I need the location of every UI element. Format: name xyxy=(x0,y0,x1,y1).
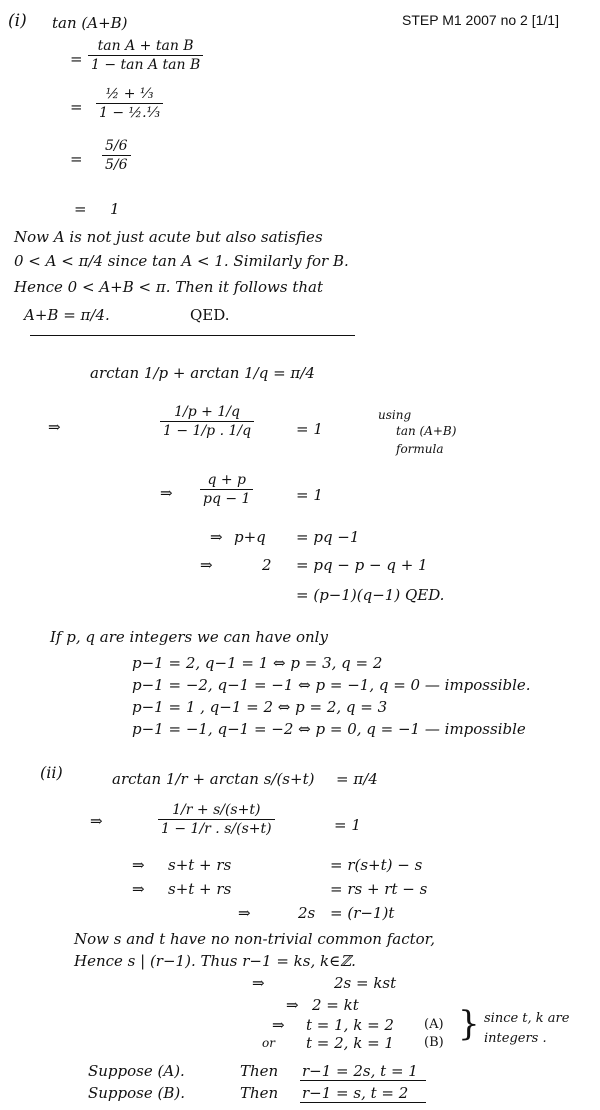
implies-arrow-icon: ⇒ xyxy=(90,812,103,830)
underline-b xyxy=(300,1102,426,1103)
equals-pq-minus-one: = pq −1 xyxy=(296,528,360,546)
part-i-label: (i) xyxy=(8,11,27,31)
note-line-2: 0 < A < π/4 since tan A < 1. Similarly for B. xyxy=(14,252,349,270)
two-s: 2s xyxy=(298,904,316,922)
section-divider xyxy=(30,335,355,336)
case-a-label: (A) xyxy=(424,1017,444,1032)
side-note-formula: formula xyxy=(396,442,444,456)
two-s-equals-kst: 2s = kst xyxy=(334,974,397,992)
case-2: p−1 = −2, q−1 = −1 ⇔ p = −1, q = 0 — impossible. xyxy=(132,676,531,694)
document-header: STEP M1 2007 no 2 [1/1] xyxy=(402,12,559,28)
since-note-2: integers . xyxy=(484,1031,547,1046)
since-note-1: since t, k are xyxy=(484,1011,570,1026)
then-b: Then xyxy=(240,1084,279,1102)
side-note-using: using xyxy=(378,408,412,422)
arctan-r-equation: arctan 1/r + arctan s/(s+t) xyxy=(112,770,315,788)
implies-arrow-icon: ⇒ xyxy=(286,996,299,1014)
equals-one: = 1 xyxy=(334,816,361,834)
result-one: 1 xyxy=(110,200,120,218)
case-1: p−1 = 2, q−1 = 1 ⇔ p = 3, q = 2 xyxy=(132,654,383,672)
tan-addition-fraction xyxy=(88,38,203,74)
equals-sign: = xyxy=(74,200,87,218)
suppose-b: Suppose (B). xyxy=(88,1084,186,1102)
implies-arrow-icon: ⇒ xyxy=(132,880,145,898)
fraction-numerator: q + p xyxy=(207,472,247,488)
equals-one: = 1 xyxy=(296,420,323,438)
fraction-denominator: 1 − 1/r . s/(s+t) xyxy=(158,819,275,838)
five-sixths-fraction xyxy=(102,138,131,174)
note-line-1: Now A is not just acute but also satisfies xyxy=(14,228,323,246)
rs-fraction xyxy=(158,802,275,838)
fraction-denominator: 1 − 1/p . 1/q xyxy=(160,421,254,440)
fraction-numerator: 1/p + 1/q xyxy=(174,404,240,420)
implies-arrow-icon: ⇒ xyxy=(132,856,145,874)
equals-r-minus-one-t: = (r−1)t xyxy=(330,904,395,922)
side-note-formula-name: tan (A+B) xyxy=(396,424,457,438)
implies-arrow-icon: ⇒ xyxy=(272,1016,285,1034)
equals-sign: = xyxy=(70,98,83,116)
qed-mark: QED. xyxy=(190,306,230,324)
equals-rs-plus-rt: = rs + rt − s xyxy=(330,880,428,898)
factorised-result: = (p−1)(q−1) QED. xyxy=(296,586,445,604)
fraction-numerator: ½ + ⅓ xyxy=(105,86,154,102)
two-equals-kt: 2 = kt xyxy=(312,996,359,1014)
case-4: p−1 = −1, q−1 = −2 ⇔ p = 0, q = −1 — impossible xyxy=(132,720,526,738)
implies-arrow-icon: ⇒ xyxy=(210,528,223,546)
equals-sign: = xyxy=(70,150,83,168)
result-a: r−1 = 2s, t = 1 xyxy=(302,1062,418,1080)
arctan-equation: arctan 1/p + arctan 1/q = π/4 xyxy=(90,364,315,382)
then-a: Then xyxy=(240,1062,279,1080)
fraction-denominator: 1 − tan A tan B xyxy=(88,55,203,74)
p-plus-q: p+q xyxy=(234,528,266,546)
q-plus-p-fraction xyxy=(200,472,253,508)
part-ii-label: (ii) xyxy=(40,763,63,782)
note-line-4: A+B = π/4. xyxy=(24,306,110,324)
right-brace-icon: } xyxy=(458,1004,480,1044)
integer-cases-intro: If p, q are integers we can have only xyxy=(50,628,328,646)
implies-arrow-icon: ⇒ xyxy=(48,418,61,436)
pq-fraction xyxy=(160,404,254,440)
fraction-numerator: tan A + tan B xyxy=(97,38,194,54)
equals-expanded: = pq − p − q + 1 xyxy=(296,556,428,574)
case-3: p−1 = 1 , q−1 = 2 ⇔ p = 2, q = 3 xyxy=(132,698,388,716)
implies-arrow-icon: ⇒ xyxy=(200,556,213,574)
fraction-denominator: 1 − ½.⅓ xyxy=(96,103,163,122)
equals-r-s-plus-t: = r(s+t) − s xyxy=(330,856,423,874)
s-plus-t-plus-rs: s+t + rs xyxy=(168,856,232,874)
fraction-numerator: 1/r + s/(s+t) xyxy=(172,802,261,818)
suppose-a: Suppose (A). xyxy=(88,1062,185,1080)
divisibility-note: Hence s | (r−1). Thus r−1 = ks, k∈ℤ. xyxy=(74,952,356,970)
implies-arrow-icon: ⇒ xyxy=(252,974,265,992)
fraction-denominator: 5/6 xyxy=(102,155,131,174)
equals-one: = 1 xyxy=(296,486,323,504)
two: 2 xyxy=(262,556,272,574)
case-b-label: (B) xyxy=(424,1035,444,1050)
fraction-denominator: pq − 1 xyxy=(200,489,253,508)
note-line-3: Hence 0 < A+B < π. Then it follows that xyxy=(14,278,323,296)
common-factor-note: Now s and t have no non-trivial common factor, xyxy=(74,930,435,948)
result-b: r−1 = s, t = 2 xyxy=(302,1084,409,1102)
s-plus-t-plus-rs: s+t + rs xyxy=(168,880,232,898)
half-third-fraction xyxy=(96,86,163,122)
fraction-numerator: 5/6 xyxy=(105,138,128,154)
tan-sum-expression: tan (A+B) xyxy=(52,14,128,32)
underline-a xyxy=(300,1080,426,1081)
implies-arrow-icon: ⇒ xyxy=(160,484,173,502)
case-a-values: t = 1, k = 2 xyxy=(306,1016,394,1034)
equals-sign: = xyxy=(70,50,83,68)
case-b-values: t = 2, k = 1 xyxy=(306,1034,394,1052)
or-word: or xyxy=(262,1036,275,1050)
implies-arrow-icon: ⇒ xyxy=(238,904,251,922)
equals-pi-over-four: = π/4 xyxy=(336,770,378,788)
